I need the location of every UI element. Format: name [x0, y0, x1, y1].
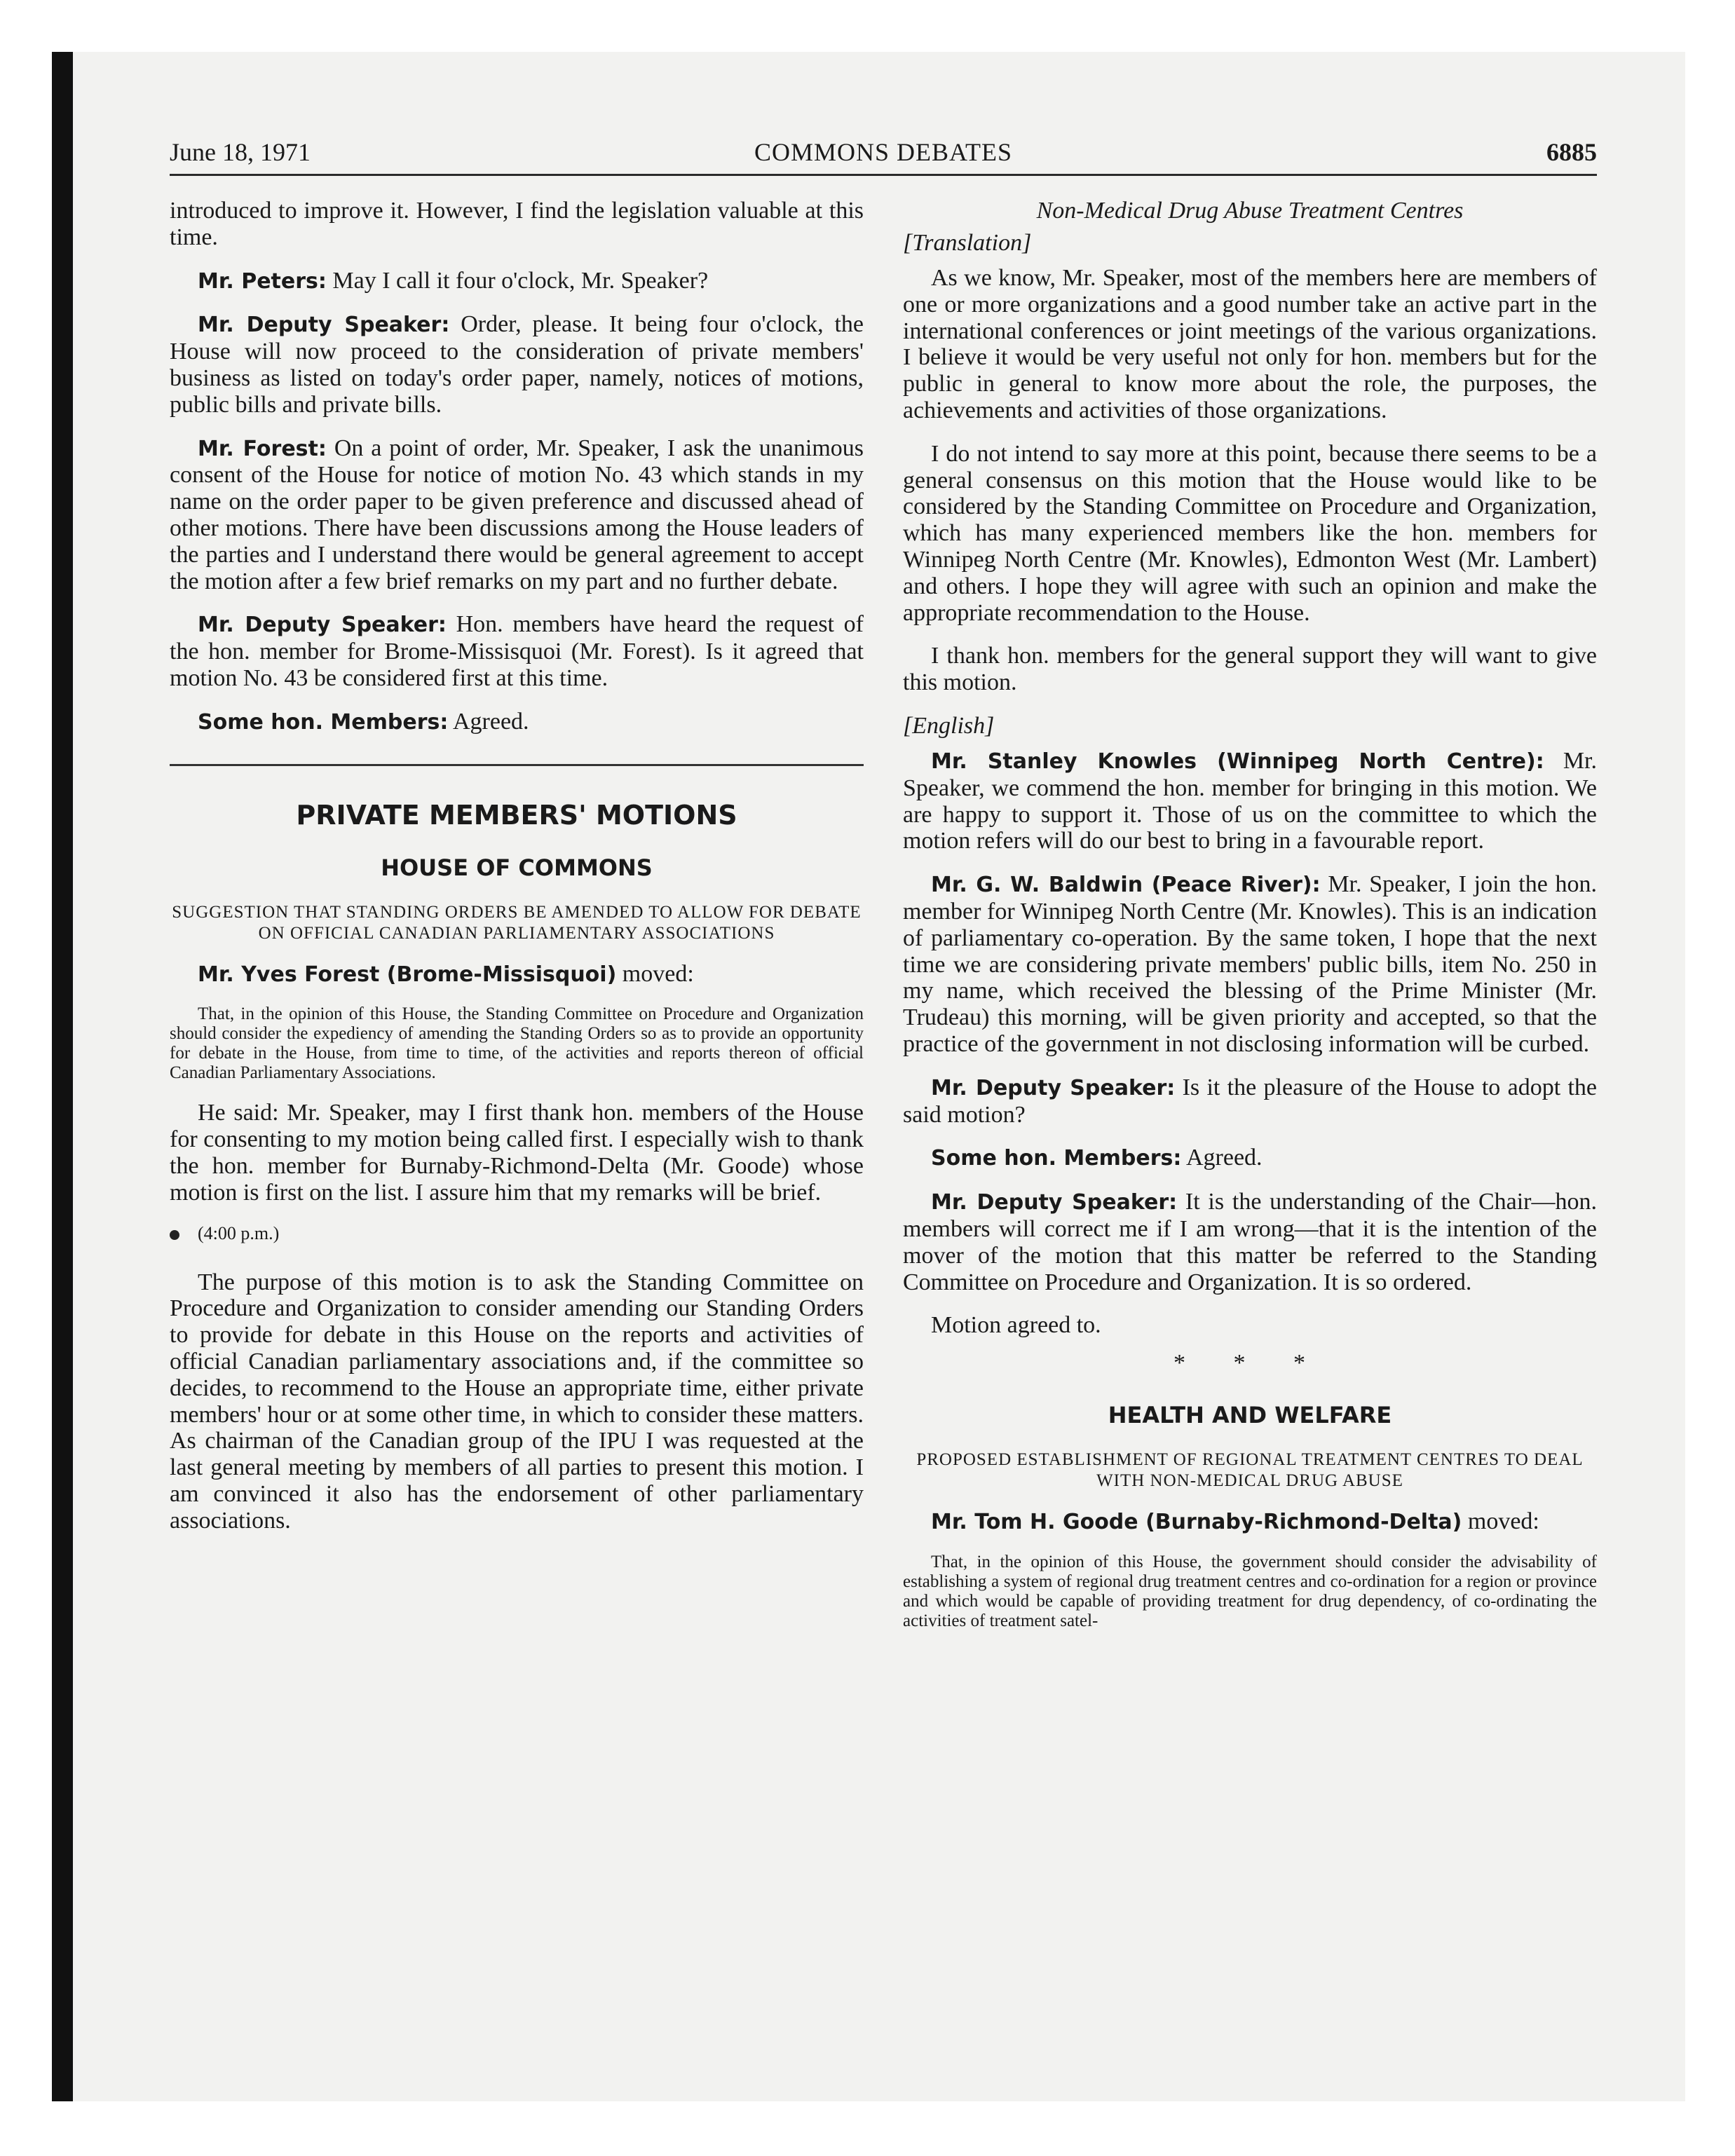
speech: [170, 709, 864, 736]
speech: [170, 435, 864, 595]
speaker-name: Mr. Deputy Speaker:: [931, 1075, 1176, 1100]
speech: [903, 1145, 1597, 1172]
section-separator: * * *: [1173, 1350, 1326, 1377]
time-text: (4:00 p.m.): [198, 1222, 280, 1243]
paragraph: Motion agreed to.: [931, 1312, 1101, 1339]
speech: [170, 311, 864, 418]
speech-text: It is the understanding of the Chair—hon. members will correct me if I am wrong—that it is the intention of the mover of the motion that this matter be referred to the Standing Committee on Procedure and Organization. It is so ordered.: [903, 1189, 1597, 1295]
bullet-icon: [170, 1230, 179, 1240]
speaker-name: Mr. G. W. Baldwin (Peace River):: [931, 873, 1321, 898]
moved-label: moved:: [622, 960, 694, 987]
mover-name: Mr. Yves Forest (Brome-Missisquoi): [198, 962, 617, 987]
left-column: [170, 198, 864, 1551]
translation-marker: [Translation]: [903, 230, 1032, 256]
moved-label: moved:: [1467, 1508, 1539, 1535]
motion-title: SUGGESTION THAT STANDING ORDERS BE AMENDED TO ALLOW FOR DEBATE ON OFFICIAL CANADIAN PARLIAMENTARY ASSOCIATIONS: [172, 902, 862, 943]
speaker-name: Some hon. Members:: [198, 709, 449, 735]
speech: [903, 1189, 1597, 1295]
speaker-name: Mr. Peters:: [198, 268, 327, 294]
speech-text: Order, please. It being four o'clock, the House will now proceed to the consideration of private members' business as listed on today's order paper, namely, notices of motions, public bills and private bills.: [170, 311, 864, 418]
motion-text: That, in the opinion of this House, the government should consider the advisability of establishing a system of regional drug treatment centres and co-ordination for a region or province and which would be capable of providing treatment for drug dependency, of co-ordinating the activities of treatment satel-: [903, 1552, 1597, 1630]
right-column: [903, 198, 1597, 1648]
speech-text: Mr. Speaker, we commend the hon. member for bringing in this motion. We are happy to support it. Those of us on the committee to which the motion refers will do our best to bring in a favourable report.: [903, 747, 1598, 854]
speech-text: Hon. members have heard the request of the hon. member for Brome-Missisquoi (Mr. Forest). Is it agreed that motion No. 43 be considered first at this time.: [170, 611, 864, 691]
motion-text: That, in the opinion of this House, the Standing Committee on Procedure and Organization should consider the expediency of amending the Standing Orders so as to provide an opportunity for debate in the House, from time to time, of the activities and reports thereon of official Canadian Parliamentary Associations.: [170, 1004, 864, 1083]
speech-text: Agreed.: [1186, 1145, 1263, 1171]
paragraph: I thank hon. members for the general support they will want to give this motion.: [903, 643, 1597, 696]
speech-text: Mr. Speaker, I join the hon. member for Winnipeg North Centre (Mr. Knowles). This is an indication of parliamentary co-operation. By the same token, I hope that the next time we are considering private members' public bills, item No. 250 in my name, which received the blessing of the Prime Minister (Mr. Trudeau) this morning, will be given priority and accepted, so that the practice of the government in not disclosing information will be curbed.: [903, 871, 1598, 1057]
speech-text: Agreed.: [453, 708, 529, 735]
section-heading: PRIVATE MEMBERS' MOTIONS: [296, 799, 737, 831]
subsection-heading: HEALTH AND WELFARE: [1108, 1402, 1392, 1429]
english-marker: [English]: [903, 712, 995, 739]
section-divider: [170, 764, 864, 766]
topic-heading: Non-Medical Drug Abuse Treatment Centres: [1036, 198, 1464, 224]
running-head: [170, 137, 1597, 176]
paragraph: introduced to improve it. However, I find the legislation valuable at this time.: [170, 198, 864, 250]
scan-edge-shadow: [52, 52, 73, 2101]
speech: [903, 1074, 1597, 1128]
speaker-name: Mr. Stanley Knowles (Winnipeg North Centre):: [931, 749, 1544, 774]
mover-line: [170, 961, 864, 988]
mover-line: [903, 1508, 1597, 1536]
speech: [170, 268, 864, 295]
speaker-name: Mr. Forest:: [198, 436, 327, 461]
paragraph: He said: Mr. Speaker, may I first thank hon. members of the House for consenting to my motion being called first. I especially wish to thank the hon. member for Burnaby-Richmond-Delta (Mr. Goode) whose motion is first on the list. I assure him that my remarks will be brief.: [170, 1100, 864, 1206]
paragraph: As we know, Mr. Speaker, most of the members here are members of one or more organizations and a good number take an active part in the international conferences or joint meetings of the various organizations. I believe it would be very useful not only for hon. members but for the public in general to know more about the role, the purposes, the achievements and activities of those organizations.: [903, 265, 1597, 423]
speaker-name: Mr. Deputy Speaker:: [931, 1190, 1178, 1215]
speech-text: May I call it four o'clock, Mr. Speaker?: [332, 267, 709, 294]
paragraph: The purpose of this motion is to ask the Standing Committee on Procedure and Organization to consider amending our Standing Orders to provide for debate in this House on the reports and activities of official Canadian parliamentary associations and, if the committee so decides, to recommend to the House an appropriate time, either private members' hour or at some other time, in which to consider these matters. As chairman of the Canadian group of the IPU I was requested at the last general meeting by members of all parties to present this motion. I am convinced it also has the endorsement of other parliamentary associations.: [170, 1269, 864, 1534]
speech-text: On a point of order, Mr. Speaker, I ask the unanimous consent of the House for notice of motion No. 43 which stands in my name on the order paper to be given preference and discussed ahead of other motions. There have been discussions among the House leaders of the parties and I understand there would be general agreement to accept the motion after a few brief remarks on my part and no further debate.: [170, 435, 864, 594]
mover-name: Mr. Tom H. Goode (Burnaby-Richmond-Delta): [931, 1510, 1462, 1535]
subsection-heading: HOUSE OF COMMONS: [381, 854, 653, 881]
page-number: 6885: [1546, 138, 1597, 166]
motion-title: PROPOSED ESTABLISHMENT OF REGIONAL TREATMENT CENTRES TO DEAL WITH NON-MEDICAL DRUG ABUSE: [916, 1450, 1584, 1491]
speech-text: Is it the pleasure of the House to adopt the said motion?: [903, 1074, 1598, 1128]
speaker-name: Mr. Deputy Speaker:: [198, 313, 450, 338]
speaker-name: Mr. Deputy Speaker:: [198, 613, 447, 638]
time-marker: [170, 1223, 864, 1244]
header-date: June 18, 1971: [170, 138, 311, 166]
paragraph: I do not intend to say more at this point, because there seems to be a general consensus on this motion that the House would like to be considered by the Standing Committee on Procedure and Organization, which has many experienced members like the hon. members for Winnipeg North Centre (Mr. Knowles), Edmonton West (Mr. Lambert) and others. I hope they will agree with such an opinion and make the appropriate recommendation to the House.: [903, 440, 1597, 626]
speech: [903, 871, 1597, 1058]
speech: [170, 611, 864, 691]
speech: [903, 748, 1597, 854]
header-title: COMMONS DEBATES: [754, 138, 1013, 166]
speaker-name: Some hon. Members:: [931, 1146, 1182, 1171]
